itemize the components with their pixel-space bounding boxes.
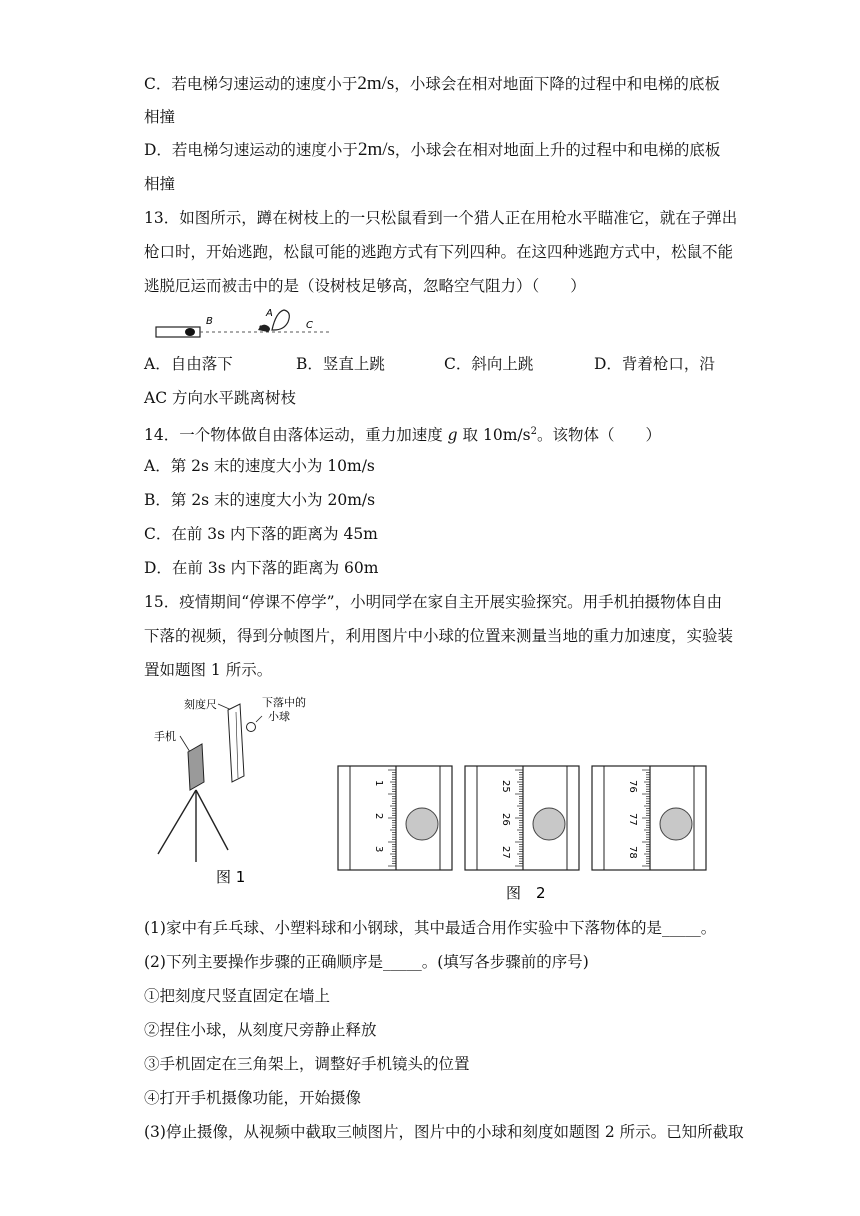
q14-option-d: D．在前 3s 内下落的距离为 60m [144,559,379,577]
q14-stem-g: g [447,426,458,445]
q15-part1: (1)家中有乒乓球、小塑料球和小钢球，其中最适合用作实验中下落物体的是_____。 [144,919,717,937]
q15-part3: (3)停止摄像，从视频中截取三帧图片，图片中的小球和刻度如题图 2 所示。已知所截取 [144,1123,744,1141]
bullet [185,328,195,336]
q13-stem-line3: 逃脱厄运而被击中的是（设树枝足够高，忽略空气阻力）（ ） [144,277,586,295]
ruler-tick-label: 26 [500,813,511,826]
q12-c-text-post: ，小球会在相对地面下降的过程中和电梯的底板 [394,75,720,93]
q13-option-d-line1: D．背着枪口，沿 [594,355,715,373]
q12-option-d-line1 [144,140,720,160]
fig1-label-ball-1: 下落中的 [262,696,306,709]
q13-option-a: A．自由落下 [144,355,233,373]
q12-d-text-post: ，小球会在相对地面上升的过程中和电梯的底板 [394,141,721,159]
label-c: C [306,320,313,331]
ball-in-frame [406,808,438,840]
ruler-tick-label: 76 [627,780,638,793]
phone-leader [180,736,190,752]
falling-ball-icon [247,723,256,732]
q14-option-a: A．第 2s 末的速度大小为 10m/s [144,457,375,475]
q15-step-3: ③手机固定在三角架上，调整好手机镜头的位置 [144,1055,470,1073]
q14-stem-sup: 2 [530,426,537,437]
q12-d-speed: 2m/s [357,139,395,160]
q15-step-2: ②捏住小球，从刻度尺旁静止释放 [144,1021,377,1039]
ruler-icon [228,704,244,782]
fig1-label-ball-2: 小球 [268,710,290,723]
ruler-tick-label: 27 [500,846,511,859]
q12-option-d-line2: 相撞 [144,175,176,193]
q14-stem [144,422,661,445]
q14-stem-post: 。该物体（ ） [536,426,661,445]
frame-panel-3 [592,766,706,870]
q12-c-speed: 2m/s [357,73,395,94]
q15-stem-line2: 下落的视频，得到分帧图片，利用图片中小球的位置来测量当地的重力加速度，实验装 [144,627,734,645]
q15-part2: (2)下列主要操作步骤的正确顺序是_____。(填写各步骤前的序号) [144,953,589,971]
q14-option-c: C．在前 3s 内下落的距离为 45m [144,525,378,543]
label-b: B [206,316,213,327]
tripod-icon [158,790,228,862]
ball-in-frame [660,808,692,840]
q15-stem-line1: 15．疫情期间“停课不停学”，小明同学在家自主开展实验探究。用手机拍摄物体自由 [144,593,723,611]
q12-d-text-pre: D．若电梯匀速运动的速度小于 [144,141,358,159]
fig1-label-phone: 手机 [154,730,176,743]
q14-option-b: B．第 2s 末的速度大小为 20m/s [144,491,376,509]
ball-leader [256,716,262,722]
q13-stem-line1: 13．如图所示，蹲在树枝上的一只松鼠看到一个猎人正在用枪水平瞄准它，就在子弹出 [144,209,738,227]
q12-option-c-line2: 相撞 [144,108,176,126]
phone-icon [188,744,204,790]
squirrel-icon [258,310,289,332]
ruler-tick-label: 1 [373,780,384,787]
ruler-tick-label: 2 [373,813,384,820]
q13-option-c: C．斜向上跳 [444,355,534,373]
ruler-tick-label: 25 [500,780,511,793]
q15-figure-1 [144,692,324,892]
ruler-tick-label: 77 [627,813,638,826]
fig1-caption: 图 1 [216,868,246,886]
frame-panel-1 [338,766,452,870]
q13-squirrel-figure [150,300,340,342]
frame-panel-2 [465,766,579,870]
q13-option-b: B．竖直上跳 [296,355,385,373]
q15-stem-line3: 置如题图 1 所示。 [144,661,273,679]
q13-option-d-line2: AC 方向水平跳离树枝 [144,389,296,407]
fig1-label-ruler: 刻度尺 [184,698,217,711]
fig2-caption: 图 2 [506,884,546,902]
ruler-tick-label: 78 [627,846,638,859]
q13-stem-line2: 枪口时，开始逃跑，松鼠可能的逃跑方式有下列四种。在这四种逃跑方式中，松鼠不能 [144,243,734,261]
ruler-tick-label: 3 [373,846,384,853]
q15-step-4: ④打开手机摄像功能，开始摄像 [144,1089,362,1107]
q14-stem-mid: 取 10m/s [462,426,531,445]
q12-c-text-pre: C．若电梯匀速运动的速度小于 [144,75,358,93]
q15-figure-2 [334,760,724,905]
ball-in-frame [533,808,565,840]
label-a: A [266,308,273,319]
q15-step-1: ①把刻度尺竖直固定在墙上 [144,987,331,1005]
q14-stem-pre: 14．一个物体做自由落体运动，重力加速度 [144,426,443,445]
q12-option-c-line1 [144,74,720,94]
